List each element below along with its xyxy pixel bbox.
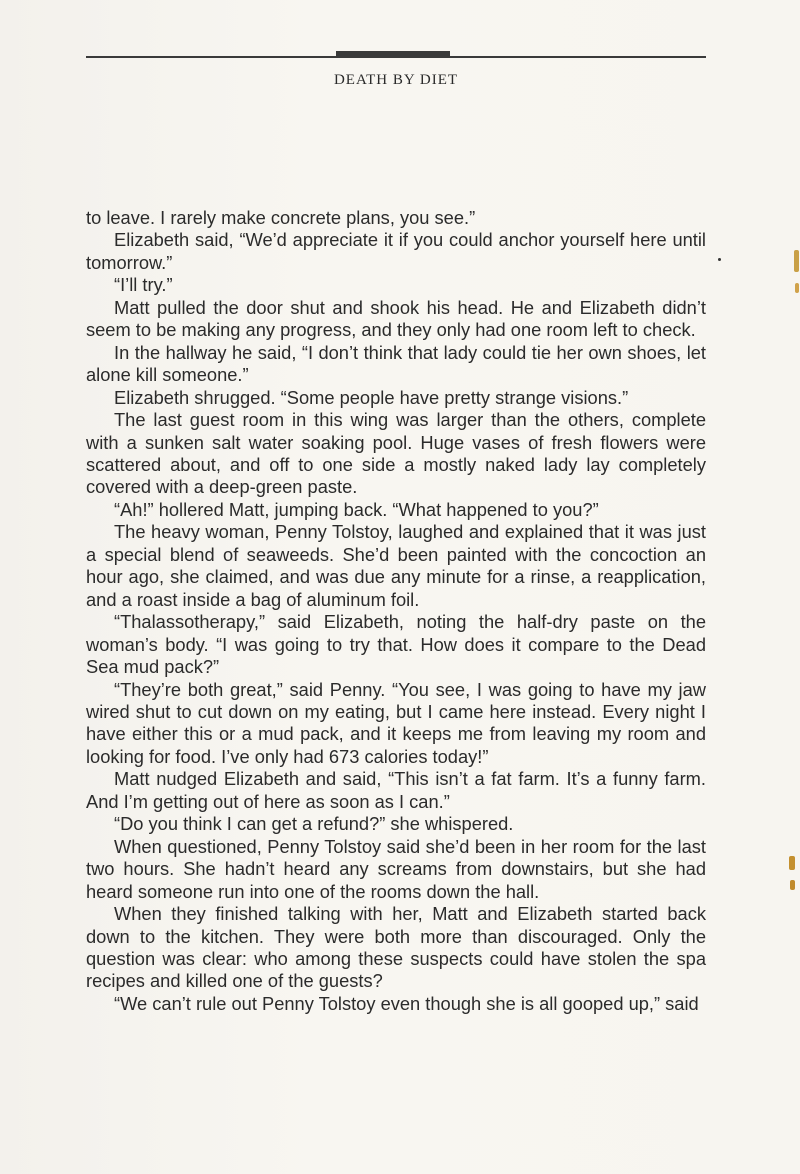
paragraph: Matt pulled the door shut and shook his head. He and Elizabeth didn’t seem to be making any progress, and they only had one room left to check. — [86, 296, 706, 341]
paragraph: “They’re both great,” said Penny. “You see, I was going to have my jaw wired shut to cut down on my eating, but I came here instead. Every night I have either this or a mud pack, and it keeps me from leaving my room and looking for food. I’ve only had 673 calories today!” — [86, 678, 706, 767]
paragraph: “Do you think I can get a refund?” she whispered. — [114, 813, 514, 835]
paragraph: The heavy woman, Penny Tolstoy, laughed and explained that it was just a special blend of seaweeds. She’d been painted with the concoction an hour ago, she claimed, and was due any minute for a rinse, a reapplication, and a roast inside a bag of aluminum foil. — [86, 521, 706, 610]
paper-speck — [718, 258, 721, 261]
paragraph: Elizabeth shrugged. “Some people have pretty strange visions.” — [114, 386, 629, 408]
paragraph: When they finished talking with her, Matt and Elizabeth started back down to the kitchen. They were both more than discouraged. Only the question was clear: who among these suspects could have stolen the spa recipes and killed one of the guests? — [86, 903, 706, 992]
paragraph: When questioned, Penny Tolstoy said she’d been in her room for the last two hours. She hadn’t heard any screams from downstairs, but she had heard someone run into one of the rooms down the hall. — [86, 835, 706, 902]
paper-speck — [790, 880, 795, 890]
paragraph: The last guest room in this wing was larger than the others, complete with a sunken salt water soaking pool. Huge vases of fresh flowers were scattered about, and off to one side a mostly naked lady lay completely covered with a deep-green paste. — [86, 409, 706, 498]
paragraph: In the hallway he said, “I don’t think that lady could tie her own shoes, let alone kill someone.” — [86, 341, 706, 386]
paragraph: “We can’t rule out Penny Tolstoy even though she is all gooped up,” said — [114, 992, 699, 1014]
paragraph: Matt nudged Elizabeth and said, “This isn’t a fat farm. It’s a funny farm. And I’m getting out of here as soon as I can.” — [86, 768, 706, 812]
paper-speck — [789, 856, 795, 870]
paragraph: “Thalassotherapy,” said Elizabeth, noting the half-dry paste on the woman’s body. “I was going to try that. How does it compare to the Dead Sea mud pack?” — [86, 611, 706, 678]
paper-speck — [794, 250, 799, 272]
header-rule-tab — [336, 51, 450, 58]
paragraph: to leave. I rarely make concrete plans, you see.” — [86, 207, 476, 228]
running-title: DEATH BY DIET — [333, 72, 459, 88]
paragraph: Elizabeth said, “We’d appreciate it if you could anchor yourself here until tomorrow.” — [86, 229, 706, 273]
paper-speck — [795, 283, 799, 293]
paragraph: “Ah!” hollered Matt, jumping back. “What happened to you?” — [114, 498, 599, 520]
paragraph: “I’ll try.” — [114, 274, 173, 296]
body-text — [86, 207, 706, 1015]
